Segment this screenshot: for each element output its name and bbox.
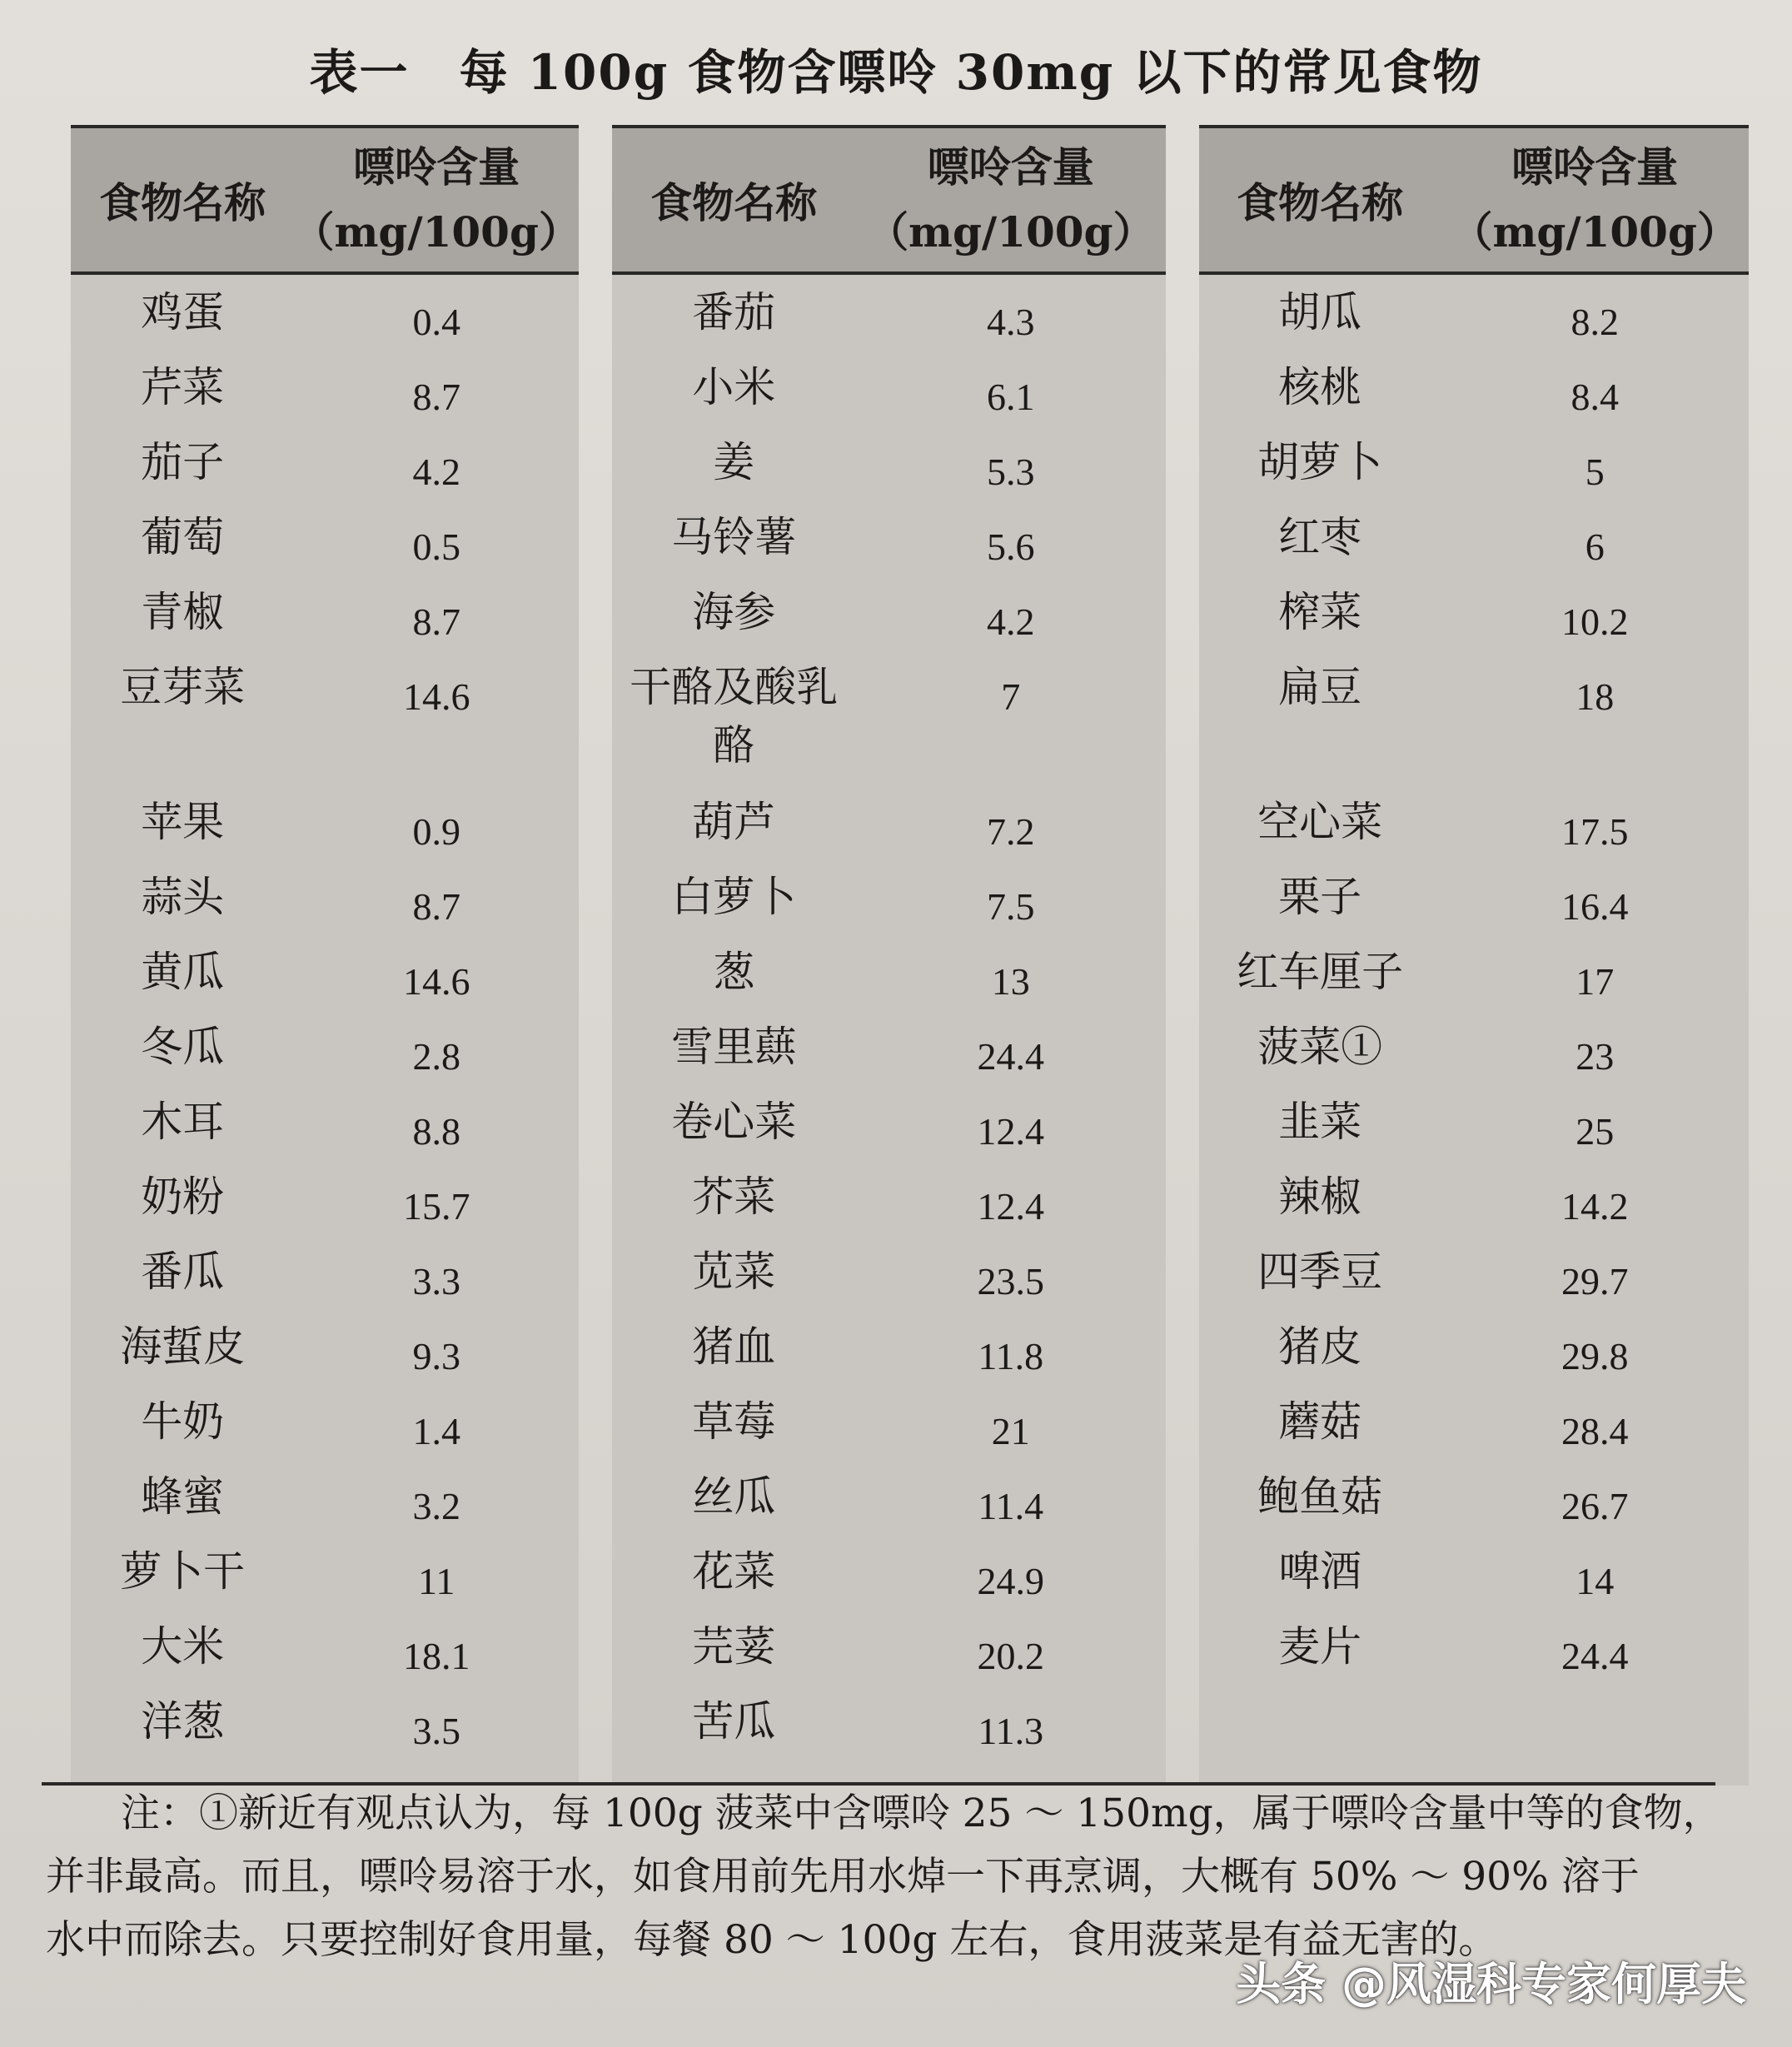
table-row bbox=[1199, 1084, 1749, 1159]
header-unit-label: （mg/100g） bbox=[292, 207, 580, 256]
purine-value-cell: 1.4 bbox=[412, 1410, 460, 1452]
table-panel-1 bbox=[71, 125, 579, 1786]
purine-value-cell: 3.2 bbox=[412, 1485, 460, 1527]
food-name-cell: 鸡蛋 bbox=[141, 288, 225, 336]
purine-value-cell: 5.3 bbox=[987, 451, 1035, 493]
footnote-line: 并非最高。而且，嘌呤易溶于水，如食用前先用水焯一下再烹调，大概有 50% ～ 90% 溶于 bbox=[46, 1854, 1640, 1900]
table-row bbox=[71, 1384, 579, 1459]
table-row bbox=[71, 1159, 579, 1234]
food-name-cell: 扁豆 bbox=[1278, 663, 1362, 711]
purine-value-cell: 13 bbox=[991, 960, 1030, 1003]
table-row bbox=[71, 934, 579, 1009]
purine-value-cell: 18.1 bbox=[402, 1635, 470, 1677]
food-name-cell: 干酪及酸乳酪 bbox=[630, 663, 839, 769]
food-name-cell: 木耳 bbox=[141, 1098, 225, 1146]
table-rows-1 bbox=[71, 275, 579, 1759]
food-name-cell: 奶粉 bbox=[141, 1173, 225, 1221]
table-panel-2 bbox=[612, 125, 1166, 1786]
purine-value-cell: 15.7 bbox=[402, 1185, 470, 1228]
food-name-cell: 胡瓜 bbox=[1278, 288, 1362, 336]
purine-value-cell: 0.4 bbox=[412, 301, 460, 343]
table-row bbox=[1199, 1534, 1749, 1609]
table-row bbox=[71, 1009, 579, 1084]
food-name-cell: 萝卜干 bbox=[120, 1547, 246, 1596]
food-name-cell: 豆芽菜 bbox=[120, 663, 246, 711]
purine-value-cell: 4.2 bbox=[987, 600, 1035, 643]
food-name-cell: 小米 bbox=[692, 363, 776, 411]
header-purine-content bbox=[856, 128, 1166, 271]
food-name-cell: 冬瓜 bbox=[141, 1023, 225, 1071]
food-name-cell: 蜂蜜 bbox=[141, 1472, 225, 1521]
table-row bbox=[71, 425, 579, 500]
purine-value-cell: 29.8 bbox=[1561, 1335, 1629, 1377]
purine-value-cell: 28.4 bbox=[1561, 1410, 1629, 1452]
food-name-cell: 雪里蕻 bbox=[671, 1023, 797, 1071]
food-name-cell: 大米 bbox=[141, 1622, 225, 1671]
table-row bbox=[1199, 575, 1749, 650]
table-row bbox=[1199, 859, 1749, 934]
food-name-cell: 花菜 bbox=[692, 1547, 776, 1596]
purine-value-cell: 11 bbox=[418, 1560, 455, 1602]
purine-value-cell: 8.8 bbox=[412, 1110, 460, 1153]
purine-value-cell: 8.7 bbox=[412, 885, 460, 928]
header-content-label: 嘌呤含量 bbox=[1511, 142, 1679, 192]
purine-value-cell: 2.8 bbox=[412, 1035, 460, 1078]
food-name-cell: 番茄 bbox=[692, 288, 776, 336]
food-name-cell: 蒜头 bbox=[141, 873, 225, 921]
table-row bbox=[612, 1009, 1166, 1084]
table-row bbox=[1199, 500, 1749, 575]
table-row bbox=[612, 1534, 1166, 1609]
table-row bbox=[612, 1234, 1166, 1309]
food-name-cell: 葡萄 bbox=[141, 513, 225, 561]
food-name-cell: 海参 bbox=[692, 588, 776, 636]
food-name-cell: 麦片 bbox=[1278, 1622, 1362, 1671]
table-row bbox=[1199, 1609, 1749, 1684]
table-row bbox=[71, 650, 579, 725]
table-row bbox=[71, 784, 579, 859]
row-spacer bbox=[71, 725, 579, 784]
food-name-cell: 苹果 bbox=[141, 798, 225, 846]
food-name-cell: 蘑菇 bbox=[1278, 1397, 1362, 1446]
purine-value-cell: 17 bbox=[1575, 960, 1615, 1003]
table-row bbox=[1199, 784, 1749, 859]
table-panel-3 bbox=[1199, 125, 1749, 1786]
table-row bbox=[612, 275, 1166, 350]
table-row bbox=[612, 1684, 1166, 1759]
food-name-cell: 洋葱 bbox=[141, 1697, 225, 1746]
food-name-cell: 栗子 bbox=[1278, 873, 1362, 921]
table-row bbox=[1199, 275, 1749, 350]
purine-value-cell: 11.8 bbox=[978, 1335, 1044, 1377]
purine-value-cell: 0.9 bbox=[412, 810, 460, 853]
table-row bbox=[612, 425, 1166, 500]
table-row bbox=[1199, 350, 1749, 425]
table-row bbox=[612, 1459, 1166, 1534]
purine-value-cell: 23.5 bbox=[977, 1260, 1045, 1302]
purine-value-cell: 7.2 bbox=[987, 810, 1035, 853]
table-row bbox=[1199, 1009, 1749, 1084]
header-food-name: 食物名称 bbox=[1237, 178, 1404, 227]
food-name-cell: 苋菜 bbox=[692, 1248, 776, 1296]
purine-value-cell: 14.6 bbox=[402, 675, 470, 718]
table-row bbox=[71, 1084, 579, 1159]
purine-value-cell: 20.2 bbox=[977, 1635, 1045, 1677]
purine-value-cell: 8.7 bbox=[412, 376, 460, 418]
food-name-cell: 白萝卜 bbox=[671, 873, 797, 921]
purine-value-cell: 12.4 bbox=[977, 1185, 1045, 1228]
table-header bbox=[1199, 128, 1749, 275]
table-row bbox=[612, 1159, 1166, 1234]
food-name-cell: 鲍鱼菇 bbox=[1257, 1472, 1383, 1521]
table-title: 表一 每 100g 食物含嘌呤 30mg 以下的常见食物 bbox=[309, 44, 1483, 101]
table-row bbox=[612, 859, 1166, 934]
purine-value-cell: 14 bbox=[1575, 1560, 1615, 1602]
food-name-cell: 茄子 bbox=[141, 438, 225, 486]
purine-value-cell: 11.4 bbox=[978, 1485, 1044, 1527]
table-row bbox=[1199, 1159, 1749, 1234]
food-name-cell: 核桃 bbox=[1278, 363, 1362, 411]
purine-value-cell: 5.6 bbox=[987, 525, 1035, 568]
food-name-cell: 红枣 bbox=[1278, 513, 1362, 561]
table-row bbox=[1199, 934, 1749, 1009]
purine-value-cell: 6 bbox=[1585, 525, 1605, 568]
purine-value-cell: 14.6 bbox=[402, 960, 470, 1003]
table-row bbox=[1199, 650, 1749, 725]
food-name-cell: 姜 bbox=[713, 438, 755, 486]
food-name-cell: 番瓜 bbox=[141, 1248, 225, 1296]
table-row bbox=[1199, 1459, 1749, 1534]
header-unit-label: （mg/100g） bbox=[867, 207, 1155, 256]
purine-value-cell: 24.4 bbox=[977, 1035, 1045, 1078]
purine-value-cell: 0.5 bbox=[412, 525, 460, 568]
header-content-label: 嘌呤含量 bbox=[353, 142, 520, 192]
table-header bbox=[612, 128, 1166, 275]
table-row bbox=[612, 1384, 1166, 1459]
purine-value-cell: 8.4 bbox=[1570, 376, 1619, 418]
table-row bbox=[71, 275, 579, 350]
table-row bbox=[612, 934, 1166, 1009]
table-row bbox=[71, 575, 579, 650]
table-row bbox=[71, 1234, 579, 1309]
food-name-cell: 葫芦 bbox=[692, 798, 776, 846]
table-row bbox=[612, 1084, 1166, 1159]
header-purine-content bbox=[294, 128, 579, 271]
purine-value-cell: 18 bbox=[1575, 675, 1615, 718]
table-row bbox=[71, 1534, 579, 1609]
table-row bbox=[1199, 425, 1749, 500]
food-name-cell: 牛奶 bbox=[141, 1397, 225, 1446]
food-name-cell: 空心菜 bbox=[1257, 798, 1383, 846]
purine-value-cell: 24.9 bbox=[977, 1560, 1045, 1602]
purine-value-cell: 6.1 bbox=[987, 376, 1035, 418]
table-row bbox=[612, 650, 1166, 784]
purine-value-cell: 25 bbox=[1575, 1110, 1615, 1153]
food-name-cell: 草莓 bbox=[692, 1397, 776, 1446]
food-name-cell: 芫荽 bbox=[692, 1622, 776, 1671]
row-spacer bbox=[1199, 725, 1749, 784]
table-rows-3 bbox=[1199, 275, 1749, 1684]
food-name-cell: 黄瓜 bbox=[141, 948, 225, 996]
purine-value-cell: 10.2 bbox=[1561, 600, 1629, 643]
food-name-cell: 韭菜 bbox=[1278, 1098, 1362, 1146]
header-unit-label: （mg/100g） bbox=[1451, 207, 1739, 256]
food-name-cell: 菠菜① bbox=[1257, 1023, 1383, 1071]
purine-value-cell: 12.4 bbox=[977, 1110, 1045, 1153]
table-row bbox=[71, 1309, 579, 1384]
table-row bbox=[612, 784, 1166, 859]
table-row bbox=[71, 1684, 579, 1759]
table-row bbox=[1199, 1234, 1749, 1309]
food-name-cell: 四季豆 bbox=[1257, 1248, 1383, 1296]
purine-value-cell: 7 bbox=[1001, 675, 1021, 718]
table-row bbox=[71, 500, 579, 575]
food-name-cell: 葱 bbox=[713, 948, 755, 996]
table-header bbox=[71, 128, 579, 275]
header-food-name: 食物名称 bbox=[650, 178, 818, 227]
food-name-cell: 芹菜 bbox=[141, 363, 225, 411]
footnote-line: 水中而除去。只要控制好食用量，每餐 80 ～ 100g 左右，食用菠菜是有益无害的。 bbox=[46, 1917, 1498, 1963]
food-name-cell: 青椒 bbox=[141, 588, 225, 636]
table-row bbox=[612, 1309, 1166, 1384]
purine-value-cell: 7.5 bbox=[987, 885, 1035, 928]
table-row bbox=[71, 1459, 579, 1534]
purine-value-cell: 29.7 bbox=[1561, 1260, 1629, 1302]
table-row bbox=[71, 350, 579, 425]
purine-value-cell: 9.3 bbox=[412, 1335, 460, 1377]
food-name-cell: 芥菜 bbox=[692, 1173, 776, 1221]
purine-value-cell: 5 bbox=[1585, 451, 1605, 493]
header-purine-content bbox=[1441, 128, 1749, 271]
table-row bbox=[71, 1609, 579, 1684]
header-content-label: 嘌呤含量 bbox=[927, 142, 1094, 192]
food-name-cell: 榨菜 bbox=[1278, 588, 1362, 636]
purine-value-cell: 4.2 bbox=[412, 451, 460, 493]
purine-value-cell: 14.2 bbox=[1561, 1185, 1629, 1228]
purine-value-cell: 3.5 bbox=[412, 1710, 460, 1752]
purine-value-cell: 17.5 bbox=[1561, 810, 1629, 853]
table-row bbox=[612, 1609, 1166, 1684]
footnote-line: 注：①新近有观点认为，每 100g 菠菜中含嘌呤 25 ～ 150mg，属于嘌呤含量中等的食物， bbox=[121, 1791, 1722, 1836]
food-name-cell: 辣椒 bbox=[1278, 1173, 1362, 1221]
purine-value-cell: 8.7 bbox=[412, 600, 460, 643]
food-name-cell: 胡萝卜 bbox=[1257, 438, 1383, 486]
food-name-cell: 猪血 bbox=[692, 1322, 776, 1371]
purine-value-cell: 23 bbox=[1575, 1035, 1615, 1078]
food-name-cell: 苦瓜 bbox=[692, 1697, 776, 1746]
purine-value-cell: 11.3 bbox=[978, 1710, 1044, 1752]
food-name-cell: 海蜇皮 bbox=[120, 1322, 246, 1371]
table-row bbox=[71, 859, 579, 934]
header-food-name: 食物名称 bbox=[99, 178, 266, 227]
purine-value-cell: 16.4 bbox=[1561, 885, 1629, 928]
purine-value-cell: 26.7 bbox=[1561, 1485, 1629, 1527]
footnote bbox=[46, 1782, 1761, 1972]
table-row bbox=[612, 575, 1166, 650]
food-name-cell: 丝瓜 bbox=[692, 1472, 776, 1521]
purine-value-cell: 4.3 bbox=[987, 301, 1035, 343]
food-name-cell: 啤酒 bbox=[1278, 1547, 1362, 1596]
purine-value-cell: 24.4 bbox=[1561, 1635, 1629, 1677]
food-name-cell: 猪皮 bbox=[1278, 1322, 1362, 1371]
food-name-cell: 红车厘子 bbox=[1237, 948, 1404, 996]
table-row bbox=[1199, 1309, 1749, 1384]
watermark: 头条 @风湿科专家何厚夫 bbox=[1236, 1958, 1746, 2010]
table-row bbox=[612, 350, 1166, 425]
food-name-cell: 马铃薯 bbox=[671, 513, 797, 561]
purine-value-cell: 21 bbox=[991, 1410, 1030, 1452]
table-row bbox=[612, 500, 1166, 575]
purine-value-cell: 8.2 bbox=[1570, 301, 1619, 343]
food-name-cell: 卷心菜 bbox=[671, 1098, 797, 1146]
purine-value-cell: 3.3 bbox=[412, 1260, 460, 1302]
table-row bbox=[1199, 1384, 1749, 1459]
table-rows-2 bbox=[612, 275, 1166, 1759]
